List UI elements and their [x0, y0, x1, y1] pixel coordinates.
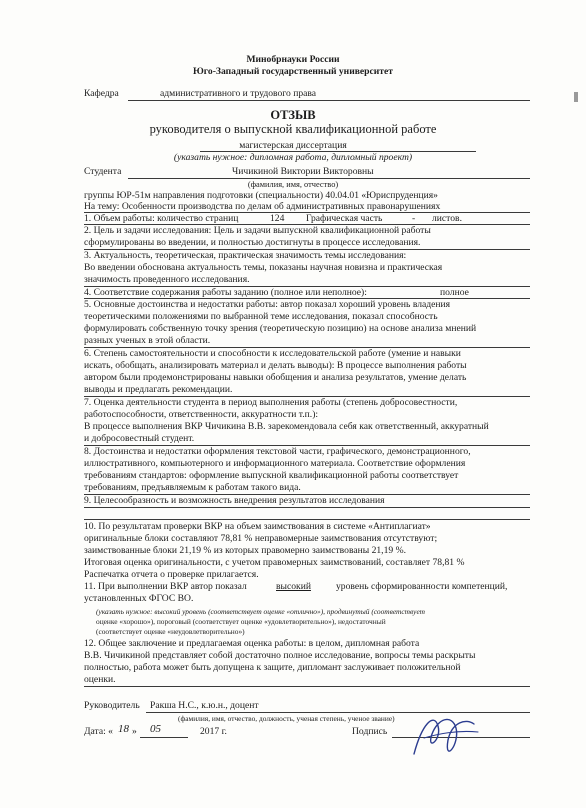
item6-line: 6. Степень самостоятельности и способности к исследовательской работе (умение и навыки	[84, 348, 461, 359]
group-line: группы ЮР-51м направления подготовки (специальности) 40.04.01 «Юриспруденция»	[84, 190, 438, 201]
date-mid: »	[132, 726, 137, 737]
item11-line2: установленных ФГОС ВО.	[84, 593, 194, 604]
item10-line: 10. По результатам проверки ВКР на объем заимствования в системе «Антиплагиат»	[84, 521, 431, 532]
item11-prefix: 11. При выполнении ВКР автор показал	[84, 581, 247, 592]
item6-line: искать, обобщать, анализировать материал и делать выводы): В процессе выполнения работы	[84, 360, 467, 371]
item1-pages: 124	[270, 213, 285, 224]
ministry-name: Минобрнауки России	[246, 54, 340, 65]
item7-line: работоспособности, ответственности, аккуратности т.п.):	[84, 409, 319, 420]
item1-prefix: 1. Объем работы: количество страниц	[84, 213, 239, 224]
item10-line: оригинальные блоки составляют 78,81 % неправомерные заимствования отсутствуют;	[84, 533, 438, 544]
item9-underline	[84, 507, 530, 508]
item2-line: сформулированы во введении, и полностью достигнуты в процессе исследования.	[84, 237, 421, 248]
item11-level: высокий	[276, 581, 311, 592]
doc-title: ОТЗЫВ	[270, 108, 316, 122]
item6-line: автором были продемонстрированы навыки обобщения и анализа результатов, умение делать	[84, 372, 467, 383]
supervisor-value: Ракша Н.С., к.ю.н., доцент	[150, 700, 259, 711]
item5-line: формулировать собственную точку зрения (теоретическую позицию) на основе анализа мнений	[84, 323, 477, 334]
item5-line: теоретическими положениями по выбранной теме исследования, показал способность	[84, 311, 438, 322]
item12-line: 12. Общее заключение и предлагаемая оценка работы: в целом, дипломная работа	[84, 638, 420, 649]
item10-line: заимствованные блоки 21,19 % из которых правомерно заимствованы 21,19 %.	[84, 545, 406, 556]
item10-line: Итоговая оценка оригинальности, с учетом правомерных заимствований, составляет 78,81 %	[84, 557, 465, 568]
student-label: Студента	[84, 166, 122, 177]
item6-line: выводы и предлагать рекомендации.	[84, 384, 233, 395]
department-label: Кафедра	[84, 88, 119, 99]
department-underline	[128, 100, 530, 101]
work-type: магистерская диссертация	[239, 140, 347, 151]
item2-line: 2. Цель и задачи исследования: Цель и задачи выпускной квалификационной работы	[84, 225, 431, 236]
item7-line: В процессе выполнения ВКР Чичикина В.В. зарекомендовала себя как ответственный, аккуратный	[84, 421, 489, 432]
item8-line: требованиям, предъявляемым к работам такого вида.	[84, 482, 301, 493]
item5-line: разных ученых в этой области.	[84, 335, 211, 346]
item8-line: требованиям стандартов: оформление выпускной квалификационной работы соответствует	[84, 470, 459, 481]
item1-suffix: листов.	[432, 213, 462, 224]
item7-line: 7. Оценка деятельности студента в период выполнения работы (степень добросовестности,	[84, 397, 458, 408]
department-value: административного и трудового права	[160, 88, 317, 99]
item5-line: 5. Основные достоинства и недостатки работы: автор показал хороший уровень владения	[84, 299, 451, 310]
item8-line: 8. Достоинства и недостатки оформления текстовой части, графического, демонстрационного,	[84, 446, 471, 457]
university-name: Юго-Западный государственный университет	[193, 66, 393, 77]
item4-label: 4. Соответствие содержания работы заданию (полное или неполное):	[84, 287, 367, 298]
item7-line: и добросовестный студент.	[84, 433, 195, 444]
item11-hint: оценке «хорошо»), пороговый (соответствует оценке «удовлетворительно»), недостаточный	[96, 617, 386, 626]
work-type-hint: (указать нужное: дипломная работа, дипломный проект)	[173, 152, 413, 163]
scan-edge-mark	[574, 92, 578, 102]
item11-hint: (указать нужное: высокий уровень (соответствует оценке «отлично»), продвинутый (соответствует	[96, 607, 425, 616]
handwritten-signature	[404, 704, 484, 768]
supervisor-caption: (фамилия, имя, отчество, должность, ученая степень, ученое звание)	[178, 714, 395, 723]
item9-blank-line	[84, 519, 530, 520]
item12-line: полностью, работа может быть допущена к защите, дипломант заслуживает положительной	[84, 662, 461, 673]
date-year: 2017 г.	[200, 726, 227, 737]
item12-line: В.В. Чичикиной представляет собой достаточно полное исследование, вопросы темы раскрыты	[84, 650, 476, 661]
item11-suffix: уровень сформированности компетенций,	[336, 581, 508, 592]
item11-hint: (соответствует оценке «неудовлетворительно»)	[96, 627, 245, 636]
item1-graphic: -	[412, 213, 416, 224]
item12-line: оценки.	[84, 674, 116, 685]
item10-line: Распечатка отчета о проверке прилагается.	[84, 569, 259, 580]
item9-line: 9. Целесообразность и возможность внедрения результатов исследования	[84, 495, 385, 506]
item4-value: полное	[440, 287, 469, 298]
signature-label: Подпись	[352, 726, 388, 737]
date-month-underline	[140, 737, 188, 738]
item8-line: иллюстративного, компьютерного и информационного материала. Соответствие оформления	[84, 458, 466, 469]
item3-line: 3. Актуальность, теоретическая, практическая значимость темы исследования:	[84, 250, 407, 261]
supervisor-label: Руководитель	[84, 700, 140, 711]
student-caption: (фамилия, имя, отчество)	[247, 180, 339, 189]
item1-mid: Графическая часть	[306, 213, 383, 224]
item3-line: значимость проведенного исследования.	[84, 274, 250, 285]
topic-line: На тему: Особенности производства по делам об административных правонарушениях	[84, 201, 441, 212]
date-day: 18	[118, 723, 129, 735]
item12-underline	[84, 686, 530, 687]
item3-line: Во введении обоснована актуальность темы, показаны научная новизна и практическая	[84, 262, 443, 273]
doc-subtitle: руководителя о выпускной квалификационной работе	[149, 122, 437, 136]
date-month: 05	[150, 723, 161, 735]
date-label: Дата: «	[84, 726, 113, 737]
student-name: Чичикиной Виктории Викторовны	[232, 166, 374, 177]
